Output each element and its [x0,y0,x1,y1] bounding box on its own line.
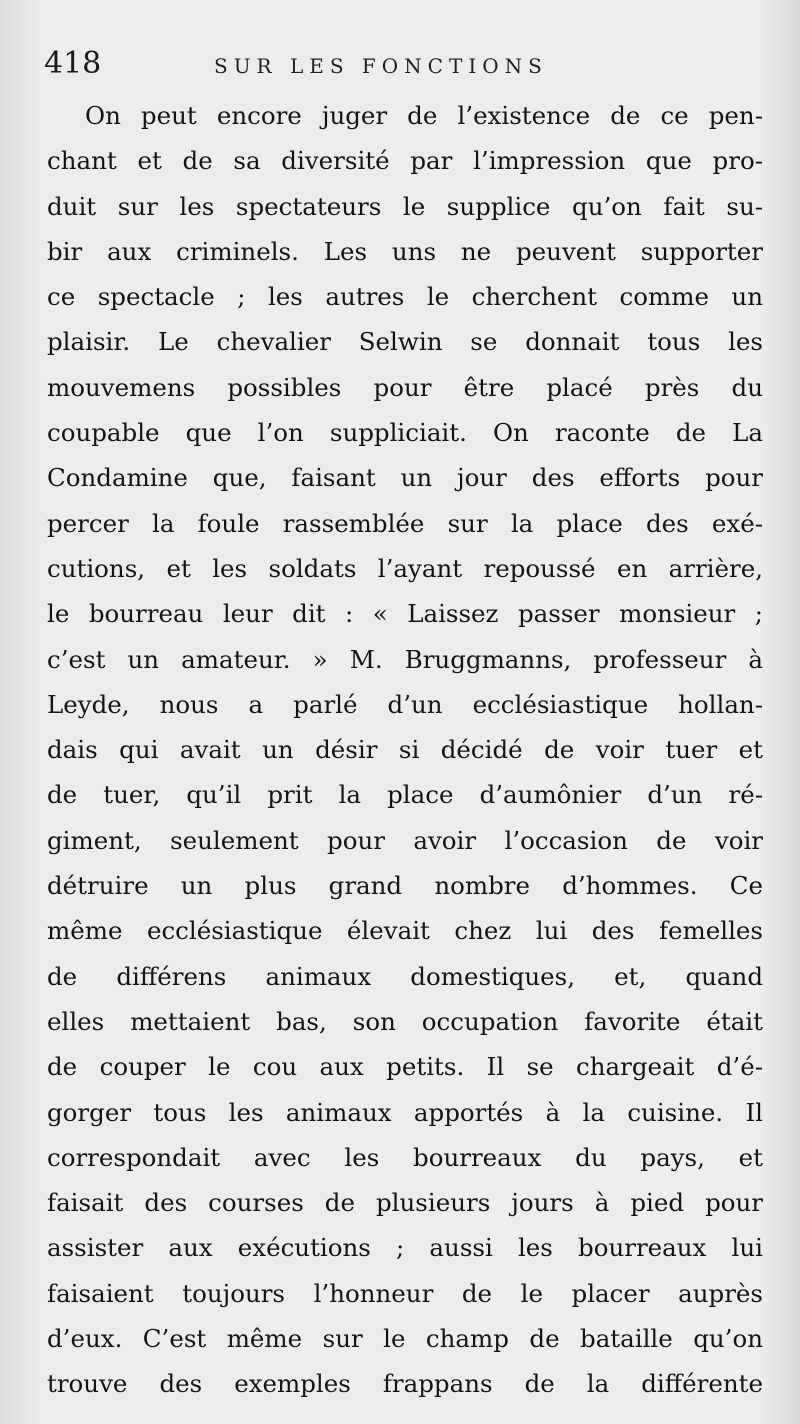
text-line: giment, seulement pour avoir l’occasion de voir [47,825,763,855]
text-line: gorger tous les animaux apportés à la cuisine. Il [47,1097,763,1127]
text-line: ce spectacle ; les autres le cherchent comme un [47,282,763,312]
text-line: On peut encore juger de l’existence de ce pen- [85,101,763,130]
text-line: coupable que l’on suppliciait. On raconte de La [47,418,763,448]
text-line: de tuer, qu’il prit la place d’aumônier d’un ré- [47,780,763,810]
running-head: SUR LES FONCTIONS [214,54,548,78]
text-line: correspondait avec les bourreaux du pays, et [47,1142,763,1172]
page-header [44,44,764,84]
text-line: de couper le cou aux petits. Il se chargeait d’é- [47,1052,763,1082]
text-line: assister aux exécutions ; aussi les bourreaux lui [47,1233,763,1263]
text-line: le bourreau leur dit : « Laissez passer monsieur ; [47,599,763,629]
text-line: Leyde, nous a parlé d’un ecclésiastique hollan- [47,689,763,719]
text-line: détruire un plus grand nombre d’hommes. Ce [47,871,763,901]
body-text [47,93,763,1407]
text-line: faisaient toujours l’honneur de le placer auprès [47,1278,763,1308]
text-line: de différens animaux domestiques, et, quand [47,961,763,991]
text-line: faisait des courses de plusieurs jours à pied pour [47,1188,763,1218]
text-line: trouve des exemples frappans de la différente [47,1369,763,1399]
text-line: Condamine que, faisant un jour des efforts pour [47,463,763,493]
text-line: percer la foule rassemblée sur la place des exé- [47,508,763,538]
text-line: duit sur les spectateurs le supplice qu’on fait su- [47,191,763,221]
text-line: d’eux. C’est même sur le champ de bataille qu’on [47,1324,763,1354]
page-number: 418 [44,46,102,81]
text-line: même ecclésiastique élevait chez lui des femelles [47,916,763,946]
text-line: cutions, et les soldats l’ayant repoussé en arrière, [47,553,763,583]
text-line: plaisir. Le chevalier Selwin se donnait tous les [47,327,763,357]
text-line: mouvemens possibles pour être placé près du [47,372,763,402]
text-line: elles mettaient bas, son occupation favorite était [47,1006,763,1036]
text-line: chant et de sa diversité par l’impression que pro- [47,146,763,176]
text-line: c’est un amateur. » M. Bruggmanns, professeur à [47,644,763,674]
text-line: dais qui avait un désir si décidé de voir tuer et [47,735,763,765]
text-line: bir aux criminels. Les uns ne peuvent supporter [47,236,763,266]
